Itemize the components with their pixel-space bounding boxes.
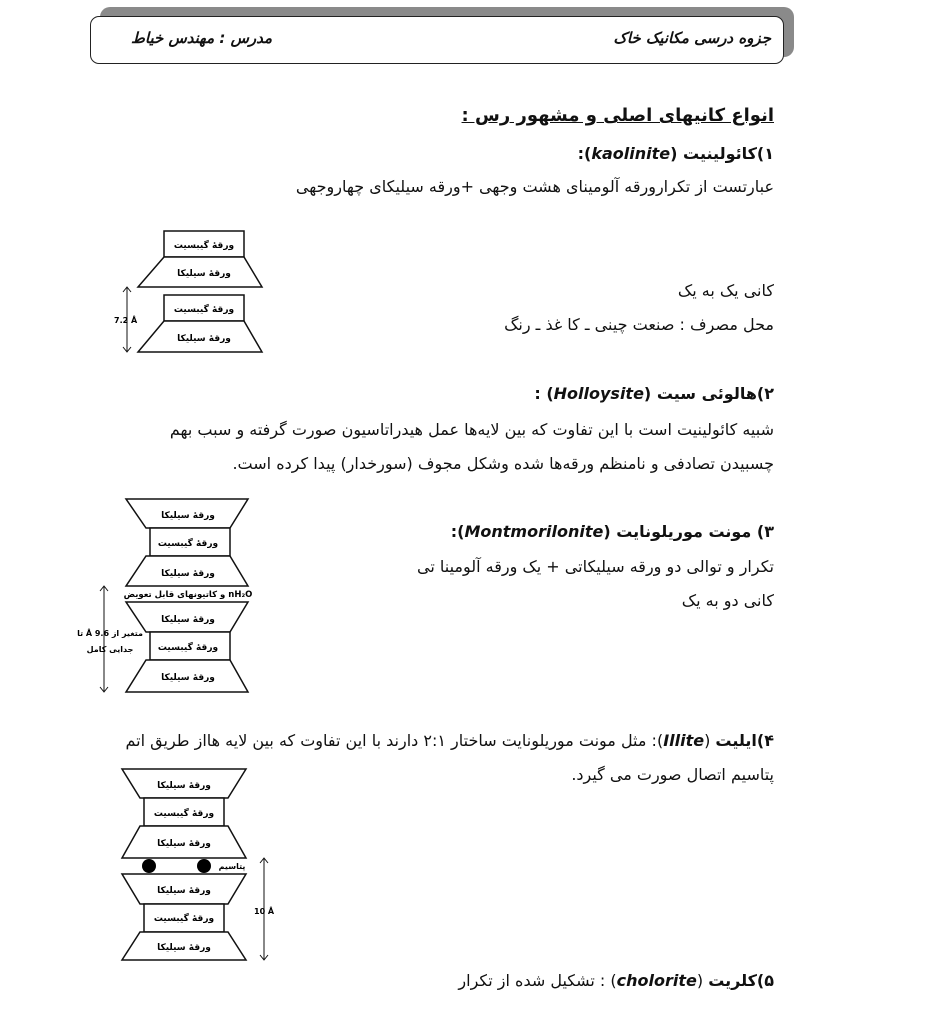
kaolinite-usage: محل مصرف : صنعت چینی ـ کا غذ ـ رنگ xyxy=(504,315,774,334)
course-title: جزوه درسی مکانیک خاک xyxy=(613,29,771,47)
potassium-atom xyxy=(142,859,156,873)
illite-line2: پتاسیم اتصال صورت می گیرد. xyxy=(571,765,774,784)
kaolinite-ratio: کانی یک به یک xyxy=(677,281,774,300)
halloysite-line1: شبیه کائولینیت است با این تفاوت که بین لایه‌ها عمل هیدراتاسیون صورت گرفته و سبب بهم xyxy=(169,420,774,439)
chlorite-line: ۵)کلریت (cholorite) : تشکیل شده از تکرار xyxy=(458,971,774,990)
montmorillonite-line2: کانی دو به یک xyxy=(681,591,774,610)
montmorillonite-line1: تکرار و توالی دو ورقه سیلیکاتی + یک ورقه آلومینا تی xyxy=(417,557,774,576)
kaolinite-dimension: 7.2 Å xyxy=(114,316,138,325)
gibbsite-label: ورقهٔ گیبسیت xyxy=(157,643,219,653)
halloysite-line2: چسبیدن تصادفی و نامنظم ورقه‌ها شده وشکل مجوف (سورخدار) پیدا کرده است. xyxy=(232,454,774,473)
instructor-name: مدرس : مهندس خیاط xyxy=(131,29,273,47)
silica-label: ورقهٔ سیلیکا xyxy=(157,781,211,791)
gibbsite-label: ورقهٔ گیبسیت xyxy=(173,241,235,251)
gibbsite-label: ورقهٔ گیبسیت xyxy=(173,305,235,315)
silica-label: ورقهٔ سیلیکا xyxy=(177,269,231,279)
potassium-label: پتاسیم xyxy=(218,862,246,871)
gibbsite-label: ورقهٔ گیبسیت xyxy=(153,914,215,924)
water-cation-label: nH₂O و کاتیونهای قابل تعویض xyxy=(123,590,253,600)
kaolinite-diagram xyxy=(110,228,270,356)
kaolinite-heading: ۱)کائولینیت (kaolinite): xyxy=(577,144,774,163)
kaolinite-desc: عبارتست از تکرارورقه آلومینای هشت وجهی +ورقه سیلیکای چهاروجهی xyxy=(295,177,774,196)
silica-label: ورقهٔ سیلیکا xyxy=(161,569,215,579)
silica-label: ورقهٔ سیلیکا xyxy=(161,615,215,625)
illite-dimension: 10 Å xyxy=(254,907,275,916)
section-title: انواع کانیهای اصلی و مشهور رس : xyxy=(461,105,774,126)
montmorillonite-heading: ۳) مونت موریلونایت (Montmorilonite): xyxy=(450,522,774,541)
gibbsite-label: ورقهٔ گیبسیت xyxy=(157,539,219,549)
potassium-atom xyxy=(197,859,211,873)
illite-diagram xyxy=(118,766,288,964)
silica-label: ورقهٔ سیلیکا xyxy=(157,943,211,953)
silica-label: ورقهٔ سیلیکا xyxy=(161,673,215,683)
montmorillonite-diagram xyxy=(77,496,254,696)
silica-label: ورقهٔ سیلیکا xyxy=(157,886,211,896)
illite-line1: ۴)ایلیت (Illite): مثل مونت موریلونایت ساختار ۲:۱ دارند با این تفاوت که بین لایه هااز طریق اتم xyxy=(125,731,774,750)
page-header xyxy=(90,16,784,64)
gibbsite-label: ورقهٔ گیبسیت xyxy=(153,809,215,819)
halloysite-heading: ۲)هالوئی سیت (Holloysite) : xyxy=(534,384,774,403)
silica-label: ورقهٔ سیلیکا xyxy=(177,334,231,344)
montmorillonite-dimension: متغیر از 9.6 Å تا xyxy=(77,629,143,638)
silica-label: ورقهٔ سیلیکا xyxy=(161,511,215,521)
silica-label: ورقهٔ سیلیکا xyxy=(157,839,211,849)
montmorillonite-dimension-note: جدایی کامل xyxy=(86,645,134,654)
